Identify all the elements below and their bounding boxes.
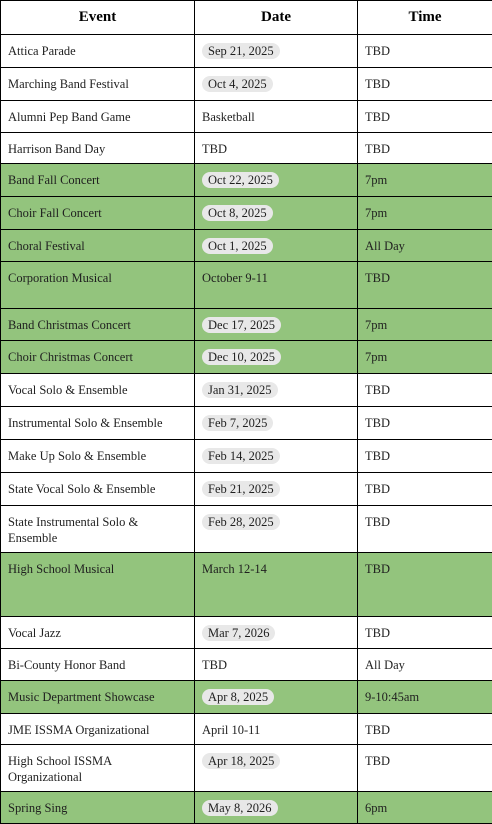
date-chip[interactable]: Dec 10, 2025 [202, 349, 281, 365]
event-cell: Attica Parade [1, 35, 195, 68]
event-cell: Music Department Showcase [1, 681, 195, 714]
time-cell: TBD [358, 473, 492, 506]
event-cell: Alumni Pep Band Game [1, 101, 195, 133]
date-chip[interactable]: Oct 22, 2025 [202, 172, 279, 188]
date-cell [195, 230, 358, 262]
table-row [1, 473, 492, 506]
date-chip[interactable]: Oct 1, 2025 [202, 238, 273, 254]
table-row [1, 262, 492, 309]
time-cell: TBD [358, 407, 492, 440]
date-cell [195, 197, 358, 230]
date-chip[interactable]: Mar 7, 2026 [202, 625, 275, 641]
event-cell: Spring Sing [1, 792, 195, 824]
date-cell [195, 309, 358, 341]
table-row [1, 133, 492, 164]
header-event: Event [1, 1, 195, 35]
table-row [1, 309, 492, 341]
event-cell: Instrumental Solo & Ensemble [1, 407, 195, 440]
time-cell: 9-10:45am [358, 681, 492, 714]
date-cell [195, 617, 358, 649]
event-cell: Marching Band Festival [1, 68, 195, 101]
date-chip[interactable]: Apr 18, 2025 [202, 753, 280, 769]
date-chip[interactable]: Apr 8, 2025 [202, 689, 274, 705]
table-row [1, 35, 492, 68]
event-cell: Band Fall Concert [1, 164, 195, 197]
time-cell: TBD [358, 506, 492, 553]
event-cell: State Instrumental Solo & Ensemble [1, 506, 195, 553]
time-cell: TBD [358, 553, 492, 617]
header-date: Date [195, 1, 358, 35]
table-row [1, 506, 492, 553]
date-cell: TBD [195, 133, 358, 164]
date-cell [195, 473, 358, 506]
time-cell: All Day [358, 230, 492, 262]
time-cell: TBD [358, 440, 492, 473]
date-cell: October 9-11 [195, 262, 358, 309]
date-chip[interactable]: Feb 7, 2025 [202, 415, 273, 431]
time-cell: 7pm [358, 197, 492, 230]
event-cell: Corporation Musical [1, 262, 195, 309]
date-cell: Basketball [195, 101, 358, 133]
table-row [1, 164, 492, 197]
date-cell [195, 792, 358, 824]
table-row [1, 197, 492, 230]
time-cell: 7pm [358, 164, 492, 197]
table-row [1, 553, 492, 617]
date-chip[interactable]: Sep 21, 2025 [202, 43, 280, 59]
date-cell [195, 68, 358, 101]
table-row [1, 792, 492, 824]
date-chip[interactable]: Feb 28, 2025 [202, 514, 280, 530]
date-cell [195, 341, 358, 374]
time-cell: TBD [358, 68, 492, 101]
table-row [1, 617, 492, 649]
date-cell [195, 35, 358, 68]
event-cell: JME ISSMA Organizational [1, 714, 195, 745]
date-chip[interactable]: Feb 14, 2025 [202, 448, 280, 464]
event-cell: Vocal Solo & Ensemble [1, 374, 195, 407]
table-row [1, 745, 492, 792]
event-cell: State Vocal Solo & Ensemble [1, 473, 195, 506]
time-cell: 7pm [358, 341, 492, 374]
date-chip[interactable]: Feb 21, 2025 [202, 481, 280, 497]
time-cell: TBD [358, 35, 492, 68]
table-row [1, 649, 492, 681]
table-row [1, 714, 492, 745]
date-cell [195, 164, 358, 197]
date-cell [195, 407, 358, 440]
time-cell: All Day [358, 649, 492, 681]
event-cell: Vocal Jazz [1, 617, 195, 649]
time-cell: 7pm [358, 309, 492, 341]
table-row [1, 407, 492, 440]
table-row [1, 68, 492, 101]
date-chip[interactable]: Jan 31, 2025 [202, 382, 278, 398]
event-cell: Choir Fall Concert [1, 197, 195, 230]
date-chip[interactable]: Dec 17, 2025 [202, 317, 281, 333]
event-cell: Choral Festival [1, 230, 195, 262]
date-cell: TBD [195, 649, 358, 681]
event-cell: Bi-County Honor Band [1, 649, 195, 681]
date-chip[interactable]: May 8, 2026 [202, 800, 278, 816]
table-row [1, 341, 492, 374]
time-cell: TBD [358, 262, 492, 309]
date-cell [195, 506, 358, 553]
date-chip[interactable]: Oct 4, 2025 [202, 76, 273, 92]
event-cell: High School Musical [1, 553, 195, 617]
time-cell: TBD [358, 101, 492, 133]
date-cell: April 10-11 [195, 714, 358, 745]
event-cell: High School ISSMA Organizational [1, 745, 195, 792]
header-time: Time [358, 1, 492, 35]
event-cell: Choir Christmas Concert [1, 341, 195, 374]
time-cell: 6pm [358, 792, 492, 824]
event-cell: Make Up Solo & Ensemble [1, 440, 195, 473]
table-row [1, 374, 492, 407]
time-cell: TBD [358, 714, 492, 745]
date-cell [195, 745, 358, 792]
time-cell: TBD [358, 745, 492, 792]
time-cell: TBD [358, 133, 492, 164]
date-chip[interactable]: Oct 8, 2025 [202, 205, 273, 221]
table-row [1, 681, 492, 714]
table-row [1, 440, 492, 473]
table-body [1, 35, 492, 824]
table-row [1, 101, 492, 133]
time-cell: TBD [358, 374, 492, 407]
table-row [1, 230, 492, 262]
date-cell [195, 681, 358, 714]
date-cell: March 12-14 [195, 553, 358, 617]
event-cell: Harrison Band Day [1, 133, 195, 164]
header-row [1, 1, 492, 35]
date-cell [195, 374, 358, 407]
date-cell [195, 440, 358, 473]
event-cell: Band Christmas Concert [1, 309, 195, 341]
time-cell: TBD [358, 617, 492, 649]
